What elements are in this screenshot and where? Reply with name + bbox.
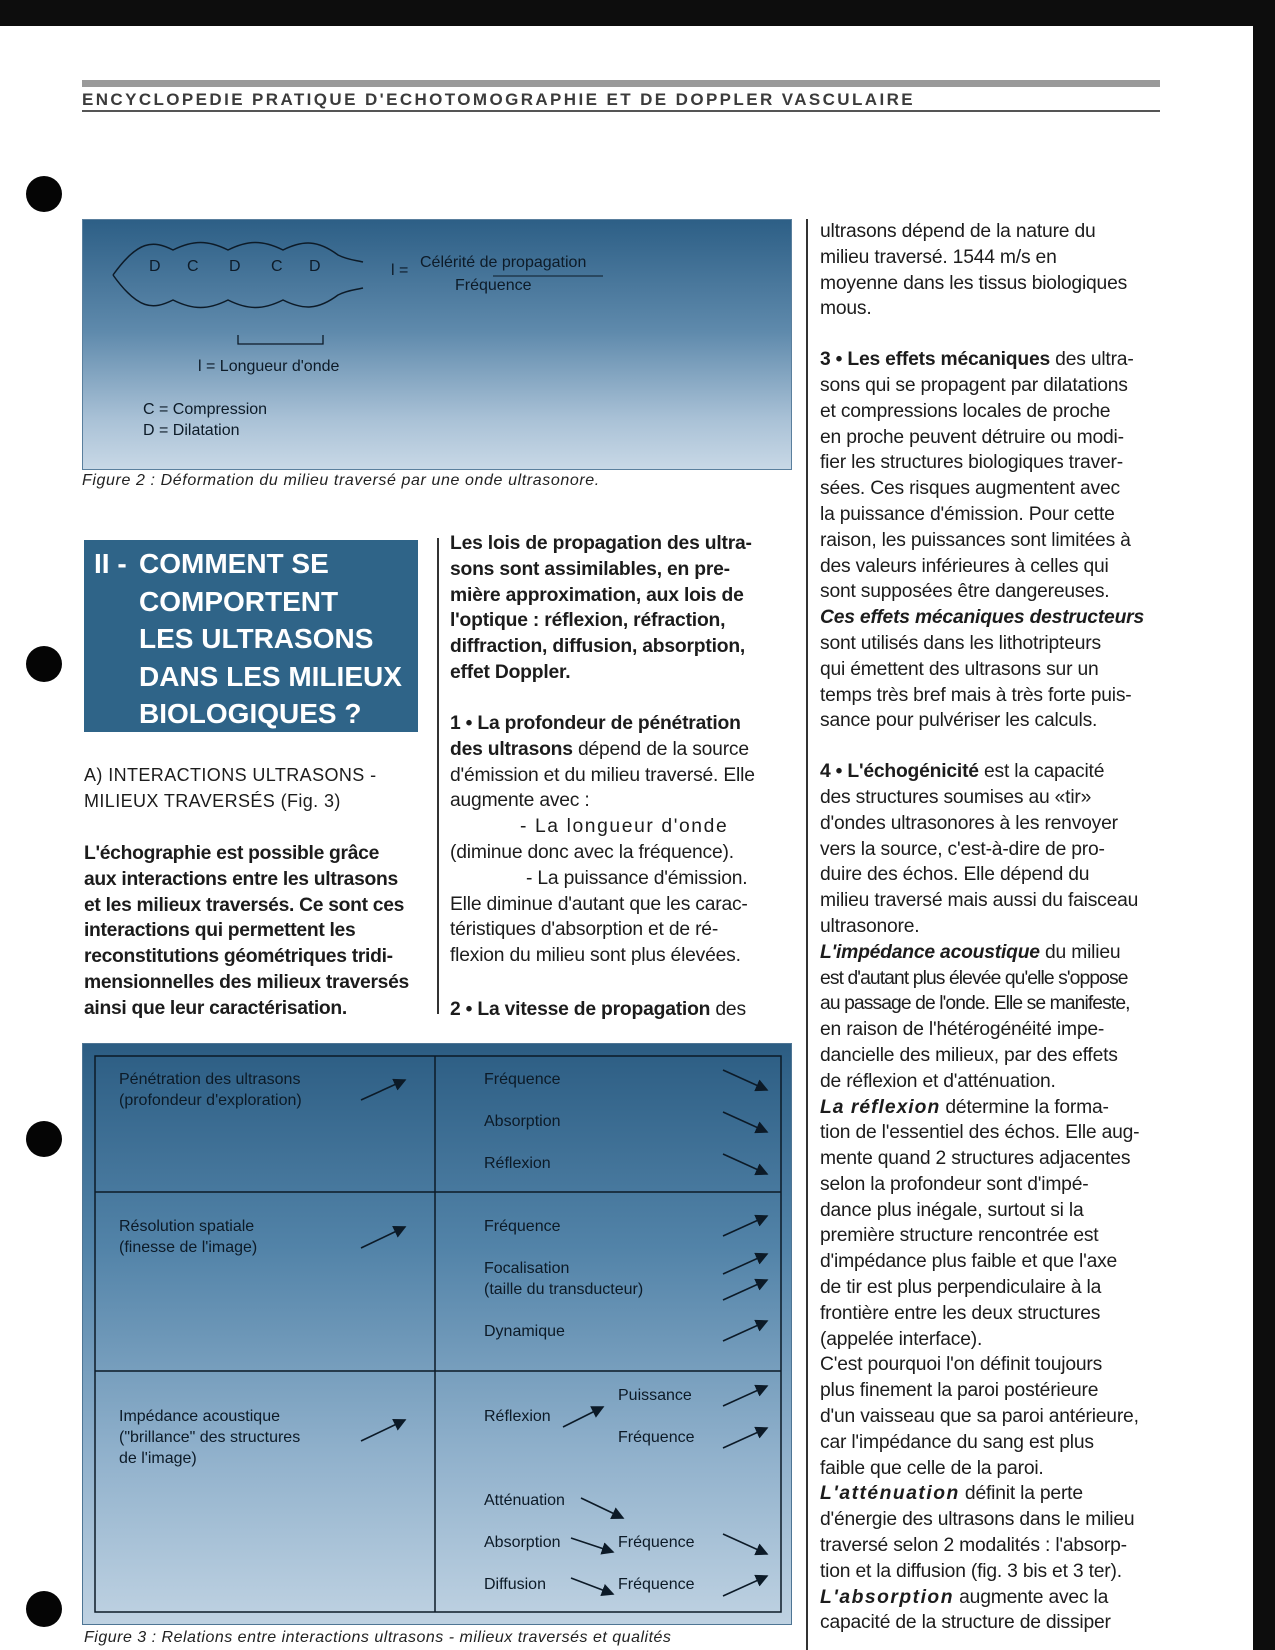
cell-label: de l'image): [119, 1450, 197, 1467]
section-number: II -: [94, 548, 127, 579]
text-line: d'un vaisseau que sa paroi antérieure,: [820, 1406, 1139, 1428]
term: L'absorption: [820, 1586, 954, 1608]
binder-hole: [26, 176, 62, 212]
header-rule-top: [82, 80, 1160, 87]
column-rule: [806, 219, 808, 1650]
middle-paragraph-1: [450, 711, 795, 969]
cell-label: (finesse de l'image): [119, 1239, 258, 1256]
text-line: traversé selon 2 modalités : l'absorp-: [820, 1535, 1127, 1557]
text-line: et les milieux traversés. Ce sont ces: [84, 894, 405, 916]
wave-label: C: [271, 258, 283, 275]
text-line: Ces effets mécaniques destructeurs: [820, 607, 1144, 629]
text-line: en raison de l'hétérogénéité impe-: [820, 1019, 1105, 1041]
section-title-line: COMPORTENT: [139, 585, 339, 617]
cell-label: Atténuation: [484, 1492, 565, 1509]
text-line: tion de l'essentiel des échos. Elle aug-: [820, 1122, 1140, 1144]
figure-2: [82, 219, 792, 470]
text-run: des: [710, 999, 746, 1020]
formula-lhs: l =: [391, 262, 409, 279]
text-line: (appelée interface).: [820, 1328, 983, 1350]
text-run: dépend de la source: [572, 738, 749, 760]
text-line: sons sont assimilables, en pre-: [450, 558, 730, 580]
subheading: MILIEUX TRAVERSÉS (Fig. 3): [84, 790, 341, 811]
text-line: mous.: [820, 298, 872, 320]
text-line: mière approximation, aux lois de: [450, 584, 744, 606]
text-line: temps très bref mais à très forte puis-: [820, 684, 1132, 706]
text-line: vers la source, c'est-à-dire de pro-: [820, 838, 1105, 860]
figure-3-caption: Figure 3 : Relations entre interactions ultrasons - milieux traversés et qualités: [84, 1629, 672, 1646]
text-line: ultrasons dépend de la nature du: [820, 221, 1096, 242]
subheading: A) INTERACTIONS ULTRASONS -: [84, 765, 377, 785]
cell-label: Impédance acoustique: [119, 1408, 280, 1425]
text-line: l'optique : réflexion, réfraction,: [450, 610, 726, 632]
text-line: Elle diminue d'autant que les carac-: [450, 893, 748, 915]
figure-3: [82, 1043, 792, 1625]
text-line: mente quand 2 structures adjacentes: [820, 1148, 1131, 1170]
text-line: sont utilisés dans les lithotripteurs: [820, 632, 1101, 654]
text-line: de réflexion et d'atténuation.: [820, 1070, 1056, 1092]
bold-term: 2 • La vitesse de propagation: [450, 999, 711, 1020]
figure-2-caption: Figure 2 : Déformation du milieu traversé par une onde ultrasonore.: [82, 472, 600, 489]
text-line: diffraction, diffusion, absorption,: [450, 636, 746, 658]
text-line: milieu traversé mais aussi du faisceau: [820, 890, 1139, 912]
text-line: effet Doppler.: [450, 661, 571, 683]
text-line: des valeurs inférieures à celles qui: [820, 555, 1109, 577]
text-run: des ultra-: [1050, 349, 1134, 371]
cell-label: Puissance: [618, 1387, 692, 1404]
text-line: C'est pourquoi l'on définit toujours: [820, 1354, 1103, 1376]
text-line: interactions qui permettent les: [84, 920, 356, 942]
bold-term: des ultrasons: [450, 738, 573, 760]
wave-label: D: [309, 258, 321, 275]
scan-right-edge: [1253, 0, 1275, 1650]
text-line: faible que celle de la paroi.: [820, 1457, 1044, 1479]
text-line: selon la profondeur sont d'impé-: [820, 1173, 1089, 1195]
text-line: [820, 1095, 1165, 1121]
text-line: milieu traversé. 1544 m/s en: [820, 246, 1057, 268]
cell-label: Fréquence: [484, 1218, 561, 1235]
text-line: sont supposées être dangereuses.: [820, 581, 1110, 603]
text-line: de tir est plus perpendiculaire à la: [820, 1277, 1102, 1299]
formula-denominator: Fréquence: [455, 277, 532, 294]
section-heading: [84, 540, 418, 732]
text-line: d'ondes ultrasonores à les renvoyer: [820, 812, 1118, 834]
text-line: - La puissance d'émission.: [526, 867, 748, 889]
text-line: première structure rencontrée est: [820, 1225, 1099, 1247]
cell-label: Fréquence: [618, 1534, 695, 1551]
legend-dilatation: D = Dilatation: [143, 422, 240, 439]
text-line: 1 • La profondeur de pénétration: [450, 713, 741, 734]
cell-label: Fréquence: [618, 1576, 695, 1593]
text-line: capacité de la structure de dissiper: [820, 1612, 1111, 1634]
text-line: [820, 759, 1165, 785]
section-title-line: LES ULTRASONS: [139, 623, 374, 654]
text-line: d'impédance plus faible et que l'axe: [820, 1251, 1118, 1273]
middle-lead: [450, 531, 795, 686]
text-line: sance pour pulvériser les calculs.: [820, 710, 1098, 732]
text-line: car l'impédance du sang est plus: [820, 1431, 1094, 1453]
text-line: (diminue donc avec la fréquence).: [450, 841, 734, 863]
column-rule: [437, 538, 439, 1014]
text-line: [820, 1481, 1165, 1507]
cell-label: ("brillance" des structures: [119, 1429, 301, 1446]
cell-label: Absorption: [484, 1113, 561, 1130]
spacer: [820, 322, 1165, 347]
running-header: ENCYCLOPEDIE PRATIQUE D'ECHOTOMOGRAPHIE ET DE DOPPLER VASCULAIRE: [82, 90, 915, 109]
text-line: [450, 997, 795, 1023]
cell-label: Dynamique: [484, 1323, 565, 1340]
left-intro: [84, 841, 424, 1022]
term: L'atténuation: [820, 1483, 960, 1505]
text-line: raison, les puissances sont limitées à: [820, 529, 1131, 551]
wave-label: C: [187, 258, 199, 275]
text-line: tion et la diffusion (fig. 3 bis et 3 ter).: [820, 1560, 1122, 1582]
header-rule-bottom: [82, 110, 1160, 112]
text-line: augmente avec :: [450, 790, 590, 812]
text-line: dancielle des milieux, par des effets: [820, 1044, 1118, 1066]
cell-label: Fréquence: [618, 1429, 695, 1446]
text-run: détermine la forma-: [940, 1096, 1109, 1118]
cell-label: Résolution spatiale: [119, 1218, 255, 1235]
section-title: [139, 545, 402, 733]
text-line: reconstitutions géométriques tridi-: [84, 946, 393, 968]
cell-label: Pénétration des ultrasons: [119, 1071, 301, 1088]
text-line: qui émettent des ultrasons sur un: [820, 658, 1099, 680]
text-run: augmente avec la: [953, 1586, 1109, 1608]
text-line: [820, 1585, 1165, 1611]
text-line: sées. Ces risques augmentent avec: [820, 478, 1120, 500]
text-line: en proche peuvent détruire ou modi-: [820, 426, 1124, 448]
scan-top-edge: [0, 0, 1275, 26]
wave-label: D: [229, 258, 241, 275]
cell-label: Diffusion: [484, 1576, 546, 1593]
text-line: ainsi que leur caractérisation.: [84, 997, 347, 1019]
middle-paragraph-2: [450, 997, 795, 1023]
text-line: [820, 347, 1165, 373]
spacer: [820, 734, 1165, 759]
text-run: du milieu: [1039, 941, 1121, 963]
text-line: dance plus inégale, surtout si la: [820, 1199, 1084, 1221]
cell-label: Absorption: [484, 1534, 561, 1551]
cell-label: Fréquence: [484, 1071, 561, 1088]
text-line: [820, 940, 1165, 966]
text-line: des structures soumises au «tir»: [820, 786, 1092, 808]
text-line: aux interactions entre les ultrasons: [84, 868, 398, 890]
right-column: [820, 219, 1165, 1636]
text-run: est la capacité: [978, 761, 1105, 783]
text-line: - La longueur d'onde: [520, 816, 729, 838]
section-title-line: COMMENT SE: [139, 548, 329, 579]
text-line: sons qui se propagent par dilatations: [820, 374, 1128, 396]
text-line: flexion du milieu sont plus élevées.: [450, 945, 741, 967]
section-title-line: DANS LES MILIEUX: [139, 660, 402, 692]
bold-term: 3 • Les effets mécaniques: [820, 349, 1051, 371]
text-line: téristiques d'absorption et de ré-: [450, 919, 719, 941]
binder-hole: [26, 1121, 62, 1157]
left-column: [84, 763, 424, 815]
text-line: la puissance d'émission. Pour cette: [820, 503, 1115, 525]
section-title-line: BIOLOGIQUES ?: [139, 698, 362, 729]
text-line: au passage de l'onde. Elle se manifeste,: [820, 993, 1130, 1015]
text-line: L'échographie est possible grâce: [84, 843, 380, 864]
text-line: moyenne dans les tissus biologiques: [820, 272, 1128, 294]
legend-compression: C = Compression: [143, 401, 268, 418]
text-line: duire des échos. Elle dépend du: [820, 864, 1090, 886]
cell-label: Réflexion: [484, 1155, 551, 1172]
cell-label: Focalisation: [484, 1260, 570, 1277]
bold-term: 4 • L'échogénicité: [820, 761, 979, 783]
text-line: et compressions locales de proche: [820, 400, 1111, 422]
text-line: est d'autant plus élevée qu'elle s'oppose: [820, 967, 1128, 989]
text-line: fier les structures biologiques traver-: [820, 452, 1123, 474]
text-line: Les lois de propagation des ultra-: [450, 533, 752, 554]
wavelength-label: l = Longueur d'onde: [198, 358, 340, 375]
text-line: frontière entre les deux structures: [820, 1302, 1101, 1324]
term: L'impédance acoustique: [820, 941, 1040, 963]
text-line: [450, 737, 795, 763]
text-line: d'émission et du milieu traversé. Elle: [450, 764, 755, 786]
term: La réflexion: [820, 1096, 941, 1118]
binder-hole: [26, 646, 62, 682]
binder-hole: [26, 1591, 62, 1627]
text-run: définit la perte: [959, 1483, 1083, 1505]
cell-label: (taille du transducteur): [484, 1281, 644, 1298]
wave-label: D: [149, 258, 161, 275]
cell-label: Réflexion: [484, 1408, 551, 1425]
text-line: mensionnelles des milieux traversés: [84, 971, 409, 993]
text-line: ultrasonore.: [820, 915, 920, 937]
text-line: plus finement la paroi postérieure: [820, 1380, 1099, 1402]
cell-label: (profondeur d'exploration): [119, 1092, 302, 1109]
text-line: d'énergie des ultrasons dans le milieu: [820, 1509, 1135, 1531]
formula-numerator: Célérité de propagation: [420, 254, 587, 271]
